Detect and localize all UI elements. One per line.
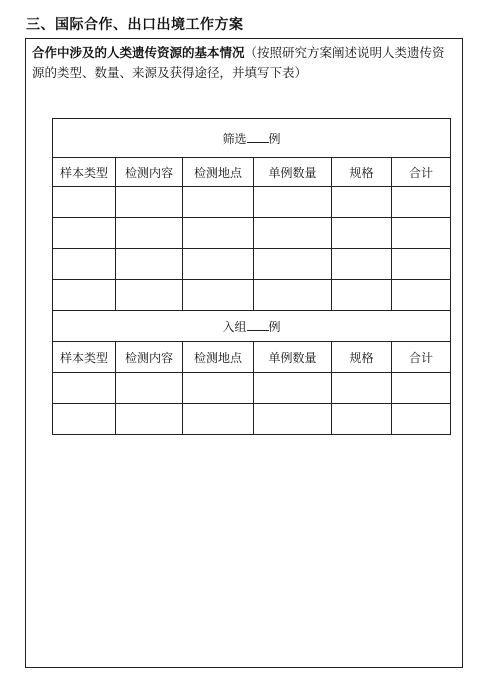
screening-caption-suffix: 例 — [268, 131, 281, 146]
table-row — [53, 404, 451, 435]
intro-bold-text: 合作中涉及的人类遗传资源的基本情况 — [32, 45, 245, 60]
table-cell[interactable] — [183, 280, 254, 311]
table-cell[interactable] — [53, 280, 116, 311]
table-cell[interactable] — [332, 249, 392, 280]
header-cell: 检测内容 — [116, 342, 183, 373]
table-cell[interactable] — [53, 404, 116, 435]
table-cell[interactable] — [254, 280, 332, 311]
table-cell[interactable] — [183, 373, 254, 404]
table-cell[interactable] — [332, 280, 392, 311]
table-row — [53, 373, 451, 404]
table-cell[interactable] — [392, 187, 451, 218]
table-cell[interactable] — [53, 373, 116, 404]
table-cell[interactable] — [392, 218, 451, 249]
table-cell[interactable] — [116, 218, 183, 249]
header-cell: 检测地点 — [183, 342, 254, 373]
table-cell[interactable] — [254, 404, 332, 435]
table-cell[interactable] — [392, 404, 451, 435]
table-cell[interactable] — [183, 187, 254, 218]
table-cell[interactable] — [183, 249, 254, 280]
header-cell: 规格 — [332, 158, 392, 187]
table-cell[interactable] — [116, 280, 183, 311]
intro-paragraph — [32, 43, 456, 83]
table-cell[interactable] — [116, 373, 183, 404]
screening-caption-row — [53, 119, 451, 158]
header-cell: 合计 — [392, 158, 451, 187]
enrollment-caption — [53, 311, 451, 342]
table-row — [53, 218, 451, 249]
screening-caption — [53, 119, 451, 158]
intro-note-text: （按照研究方案阐述说明人类遗传资源的类型、数量、来源及获得途径，并填写下表） — [32, 45, 445, 80]
table-cell[interactable] — [254, 249, 332, 280]
table-cell[interactable] — [254, 373, 332, 404]
enrollment-caption-suffix: 例 — [268, 319, 281, 334]
header-cell: 检测地点 — [183, 158, 254, 187]
table-cell[interactable] — [332, 373, 392, 404]
table-cell[interactable] — [53, 187, 116, 218]
table-cell[interactable] — [254, 187, 332, 218]
section-heading: 三、国际合作、出口出境工作方案 — [26, 17, 244, 33]
table-row — [53, 187, 451, 218]
table-cell[interactable] — [332, 218, 392, 249]
table-cell[interactable] — [116, 187, 183, 218]
table-cell[interactable] — [332, 404, 392, 435]
table-cell[interactable] — [332, 187, 392, 218]
enrollment-caption-prefix: 入组 — [222, 319, 247, 334]
header-cell: 样本类型 — [53, 342, 116, 373]
header-cell: 单例数量 — [254, 158, 332, 187]
table-row — [53, 280, 451, 311]
table-row — [53, 249, 451, 280]
enrollment-caption-row — [53, 311, 451, 342]
enrollment-header-row — [53, 342, 451, 373]
screening-caption-prefix: 筛选 — [222, 131, 247, 146]
table-cell[interactable] — [53, 218, 116, 249]
table-cell[interactable] — [183, 218, 254, 249]
table-cell[interactable] — [116, 404, 183, 435]
screening-count-blank[interactable] — [247, 130, 269, 143]
sample-table — [52, 118, 451, 435]
screening-header-row — [53, 158, 451, 187]
header-cell: 检测内容 — [116, 158, 183, 187]
enrollment-count-blank[interactable] — [247, 318, 269, 331]
table-cell[interactable] — [183, 404, 254, 435]
header-cell: 单例数量 — [254, 342, 332, 373]
table-cell[interactable] — [53, 249, 116, 280]
table-cell[interactable] — [392, 373, 451, 404]
header-cell: 样本类型 — [53, 158, 116, 187]
header-cell: 合计 — [392, 342, 451, 373]
table-cell[interactable] — [116, 249, 183, 280]
table-cell[interactable] — [392, 280, 451, 311]
table-cell[interactable] — [392, 249, 451, 280]
table-cell[interactable] — [254, 218, 332, 249]
header-cell: 规格 — [332, 342, 392, 373]
